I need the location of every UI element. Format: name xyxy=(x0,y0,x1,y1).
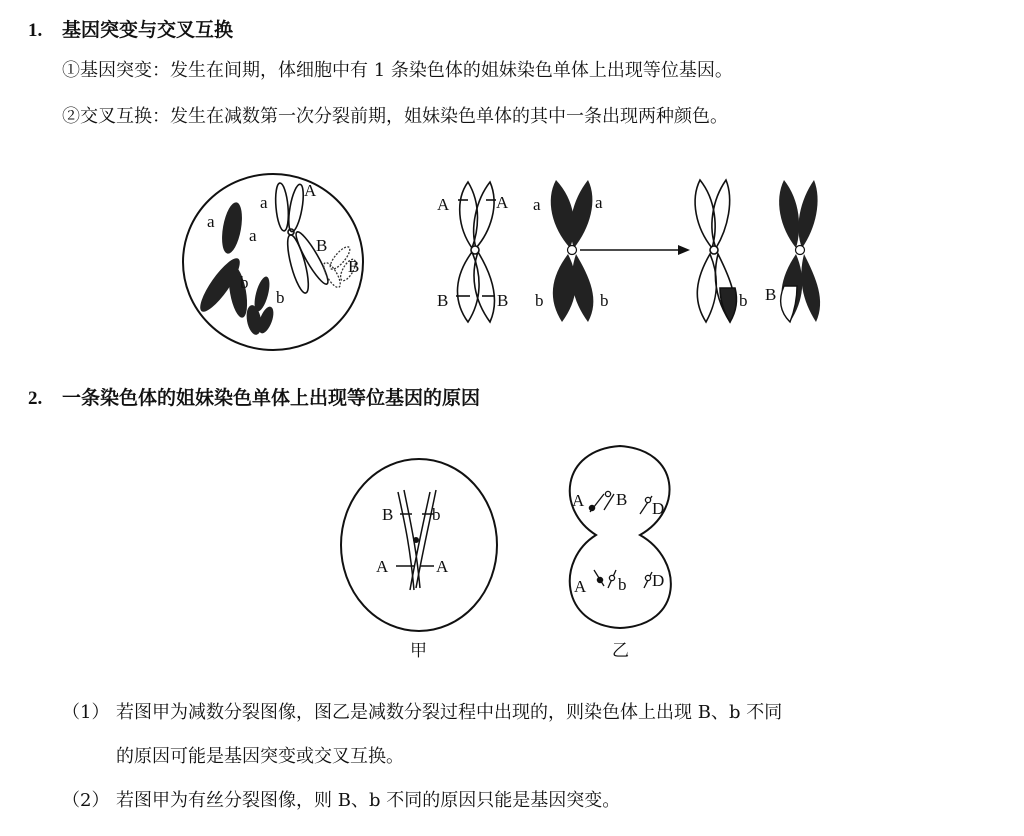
figure-2-jia xyxy=(341,459,497,660)
pair-gene-label: a xyxy=(595,193,603,212)
jia-gene-label: B xyxy=(382,505,394,524)
jia-gene-label: b xyxy=(432,505,441,524)
cell-gene-label: a xyxy=(207,212,215,231)
yi-gene-label: D xyxy=(652,571,665,590)
section-2-number: 2. xyxy=(28,388,43,409)
chromosome-black-small xyxy=(245,275,277,336)
yi-gene-label: B xyxy=(616,490,628,509)
black-chromosome-after xyxy=(779,180,820,322)
arrow-icon xyxy=(580,245,690,255)
jia-caption: 甲 xyxy=(410,641,427,660)
note-2 xyxy=(62,788,1012,814)
note-1-index: （1） xyxy=(62,702,110,723)
note-1-text-a: 若图甲为减数分裂图像，图乙是减数分裂过程中出现的，则染色体上出现 B、b 不同 xyxy=(116,702,783,723)
note-1 xyxy=(62,700,1012,770)
cell-gene-label: b xyxy=(240,273,249,292)
section-2-heading xyxy=(28,386,480,411)
jia-gene-label: A xyxy=(376,557,389,576)
pair-gene-label: a xyxy=(533,195,541,214)
pair-gene-label: b xyxy=(600,291,609,310)
pair-gene-label: A xyxy=(437,195,450,214)
cell-gene-label: a xyxy=(249,226,257,245)
black-chromosome-before xyxy=(551,180,594,322)
note-1-text-b: 的原因可能是基因突变或交叉互换。 xyxy=(116,746,404,767)
section-1-number: 1. xyxy=(28,20,43,41)
chromosome-black-large xyxy=(194,201,250,319)
section-2-title: 一条染色体的姐妹染色单体上出现等位基因的原因 xyxy=(62,387,481,409)
cell-gene-label: A xyxy=(304,181,317,200)
pair-gene-label: A xyxy=(496,193,509,212)
cell-gene-label: a xyxy=(260,193,268,212)
section-1-title: 基因突变与交叉互换 xyxy=(62,19,234,41)
white-chromosome-after xyxy=(695,180,736,322)
pair-gene-label: B xyxy=(765,285,777,304)
note-2-text: 若图甲为有丝分裂图像，则 B、b 不同的原因只能是基因突变。 xyxy=(116,790,621,811)
cell-gene-label: B xyxy=(348,257,360,276)
cell-gene-label: B xyxy=(316,236,328,255)
pair-gene-label: B xyxy=(437,291,449,310)
yi-gene-label: A xyxy=(572,491,585,510)
figure-2-yi xyxy=(570,446,671,660)
note-2-index: （2） xyxy=(62,790,110,811)
figure-1-crossover xyxy=(437,180,820,322)
gene-mutation-line: ①基因突变：发生在间期，体细胞中有 1 条染色体的姐妹染色单体上出现等位基因。 xyxy=(62,60,733,81)
cell-membrane xyxy=(183,174,363,350)
yi-gene-label: A xyxy=(574,577,587,596)
pair-gene-label: b xyxy=(739,291,748,310)
pair-gene-label: b xyxy=(535,291,544,310)
jia-gene-label: A xyxy=(436,557,449,576)
yi-caption: 乙 xyxy=(612,641,629,660)
crossing-over-line: ②交叉互换：发生在减数第一次分裂前期，姐妹染色单体的其中一条出现两种颜色。 xyxy=(62,106,728,127)
yi-cell xyxy=(570,446,671,628)
pair-gene-label: B xyxy=(497,291,509,310)
cell-gene-label: b xyxy=(276,288,285,307)
figure-1-cell xyxy=(183,174,363,350)
yi-gene-label: b xyxy=(618,575,627,594)
yi-gene-label: D xyxy=(652,499,665,518)
white-chromosome-before xyxy=(456,182,496,322)
